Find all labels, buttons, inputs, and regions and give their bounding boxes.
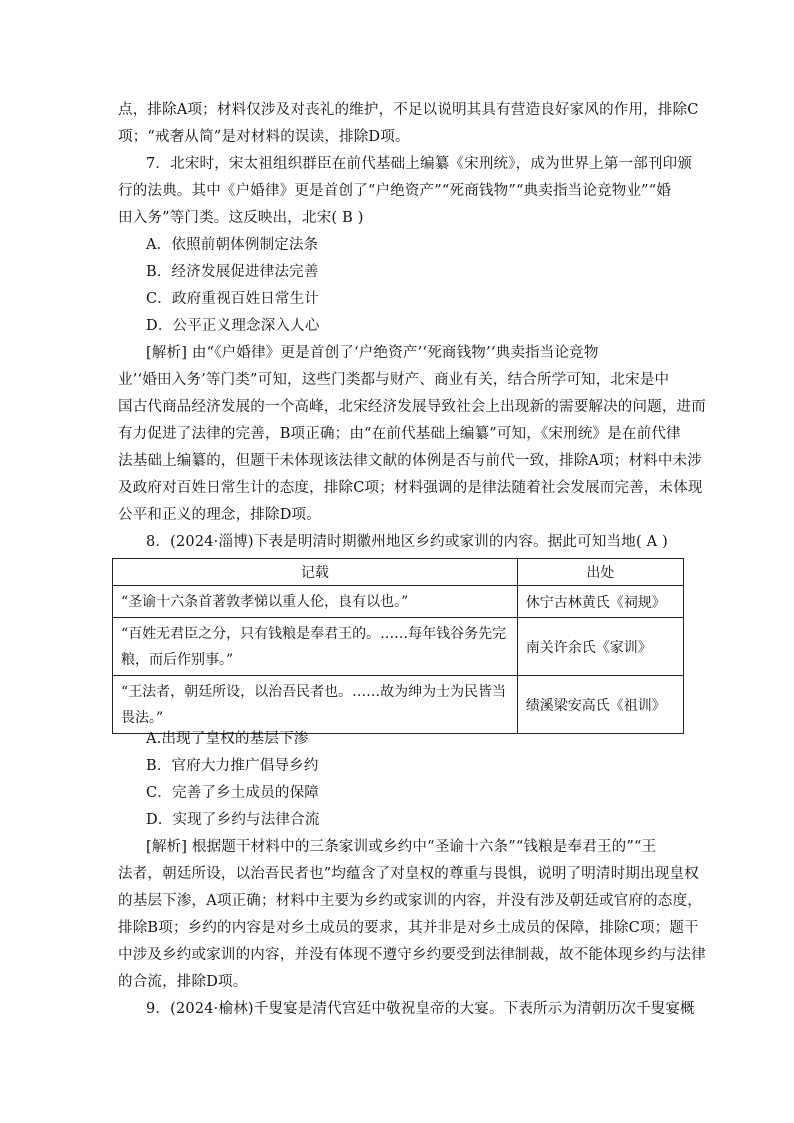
table-header: 记载 bbox=[113, 559, 518, 586]
table-row bbox=[113, 618, 684, 676]
source-table bbox=[112, 558, 684, 734]
question-7-analysis: 业’‘婚田入务’等门类”可知，这些门类都与财产、商业有关，结合所学可知，北宋是中 bbox=[118, 372, 670, 388]
question-7-stem: 7．北宋时，宋太祖组织群臣在前代基础上编纂《宋刑统》，成为世界上第一部刊印颁 bbox=[146, 156, 693, 172]
question-8-option-d: D．实现了乡约与法律合流 bbox=[146, 812, 320, 828]
text-line: 项；“戒奢从简”是对材料的误读，排除D项。 bbox=[118, 129, 410, 145]
table-cell-source: 南关许余氏《家训》 bbox=[517, 618, 683, 676]
table-header: 出处 bbox=[517, 559, 683, 586]
question-7-option-c: C．政府重视百姓日常生计 bbox=[146, 291, 319, 307]
question-7-analysis: 公平和正义的理念，排除D项。 bbox=[118, 507, 321, 523]
question-8-option-a: A.出现了皇权的基层下渗 bbox=[146, 731, 309, 747]
question-8-option-b: B．官府大力推广倡导乡约 bbox=[146, 758, 319, 774]
table-row bbox=[113, 586, 684, 618]
question-8-option-c: C．完善了乡土成员的保障 bbox=[146, 785, 319, 801]
question-7-analysis: 法基础上编纂的，但题干未体现该法律文献的体例是否与前代一致，排除A项；材料中未涉 bbox=[118, 453, 702, 469]
text-line: 点，排除A项；材料仅涉及对丧礼的维护，不足以说明其具有营造良好家风的作用，排除C bbox=[118, 102, 699, 118]
question-7-analysis: 及政府对百姓日常生计的态度，排除C项；材料强调的是律法随着社会发展而完善，未体现 bbox=[118, 480, 703, 496]
question-7-option-a: A．依照前朝体例制定法条 bbox=[146, 237, 319, 253]
question-7-analysis: [解析] 由“《户婚律》更是首创了‘户绝资产’‘死商钱物’‘典卖指当论竞物 bbox=[146, 345, 599, 361]
question-7-stem: 行的法典。其中《户婚律》更是首创了“户绝资产”“死商钱物”“典卖指当论竞物业”“婚 bbox=[118, 183, 672, 199]
table-cell-record: “百姓无君臣之分，只有钱粮是奉君王的。……每年钱谷务先完粮，而后作别事。” bbox=[113, 618, 518, 676]
question-7-stem: 田入务”等门类。这反映出，北宋( B ) bbox=[118, 210, 364, 226]
table-cell-record: “圣谕十六条首著敦孝悌以重人伦，良有以也。” bbox=[113, 586, 518, 618]
question-7-option-b: B．经济发展促进律法完善 bbox=[146, 264, 319, 280]
question-9-stem: 9．(2024·榆林)千叟宴是清代宫廷中敬祝皇帝的大宴。下表所示为清朝历次千叟宴概 bbox=[146, 1001, 695, 1017]
question-7-option-d: D．公平正义理念深入人心 bbox=[146, 318, 320, 334]
question-8-analysis: 排除B项；乡约的内容是对乡土成员的要求，其并非是对乡土成员的保障，排除C项；题干 bbox=[118, 920, 699, 936]
question-8-analysis: 法者，朝廷所设，以治吾民者也”均蕴含了对皇权的尊重与畏惧，说明了明清时期出现皇权 bbox=[118, 866, 699, 882]
table-cell-source: 休宁古林黄氏《祠规》 bbox=[517, 586, 683, 618]
question-7-analysis: 有力促进了法律的完善，B项正确；由“在前代基础上编纂”可知，《宋刑统》是在前代律 bbox=[118, 426, 681, 442]
question-8-analysis: [解析] 根据题干材料中的三条家训或乡约中“圣谕十六条”“钱粮是奉君王的”“王 bbox=[146, 839, 657, 855]
table-header-row bbox=[113, 559, 684, 586]
question-7-analysis: 国古代商品经济发展的一个高峰，北宋经济发展导致社会上出现新的需要解决的问题，进而 bbox=[118, 399, 706, 415]
table-cell-record: “王法者，朝廷所设，以治吾民者也。……故为绅为士为民皆当畏法。” bbox=[113, 676, 518, 734]
question-8-analysis: 的合流，排除D项。 bbox=[118, 974, 248, 990]
table-cell-source: 绩溪梁安高氏《祖训》 bbox=[517, 676, 683, 734]
question-8-stem: 8．(2024·淄博)下表是明清时期徽州地区乡约或家训的内容。据此可知当地( A ) bbox=[146, 534, 668, 550]
question-8-analysis: 中涉及乡约或家训的内容，并没有体现不遵守乡约要受到法律制裁，故不能体现乡约与法律 bbox=[118, 947, 706, 963]
question-8-analysis: 的基层下渗，A项正确；材料中主要为乡约或家训的内容，并没有涉及朝廷或官府的态度， bbox=[118, 893, 702, 909]
table-row bbox=[113, 676, 684, 734]
